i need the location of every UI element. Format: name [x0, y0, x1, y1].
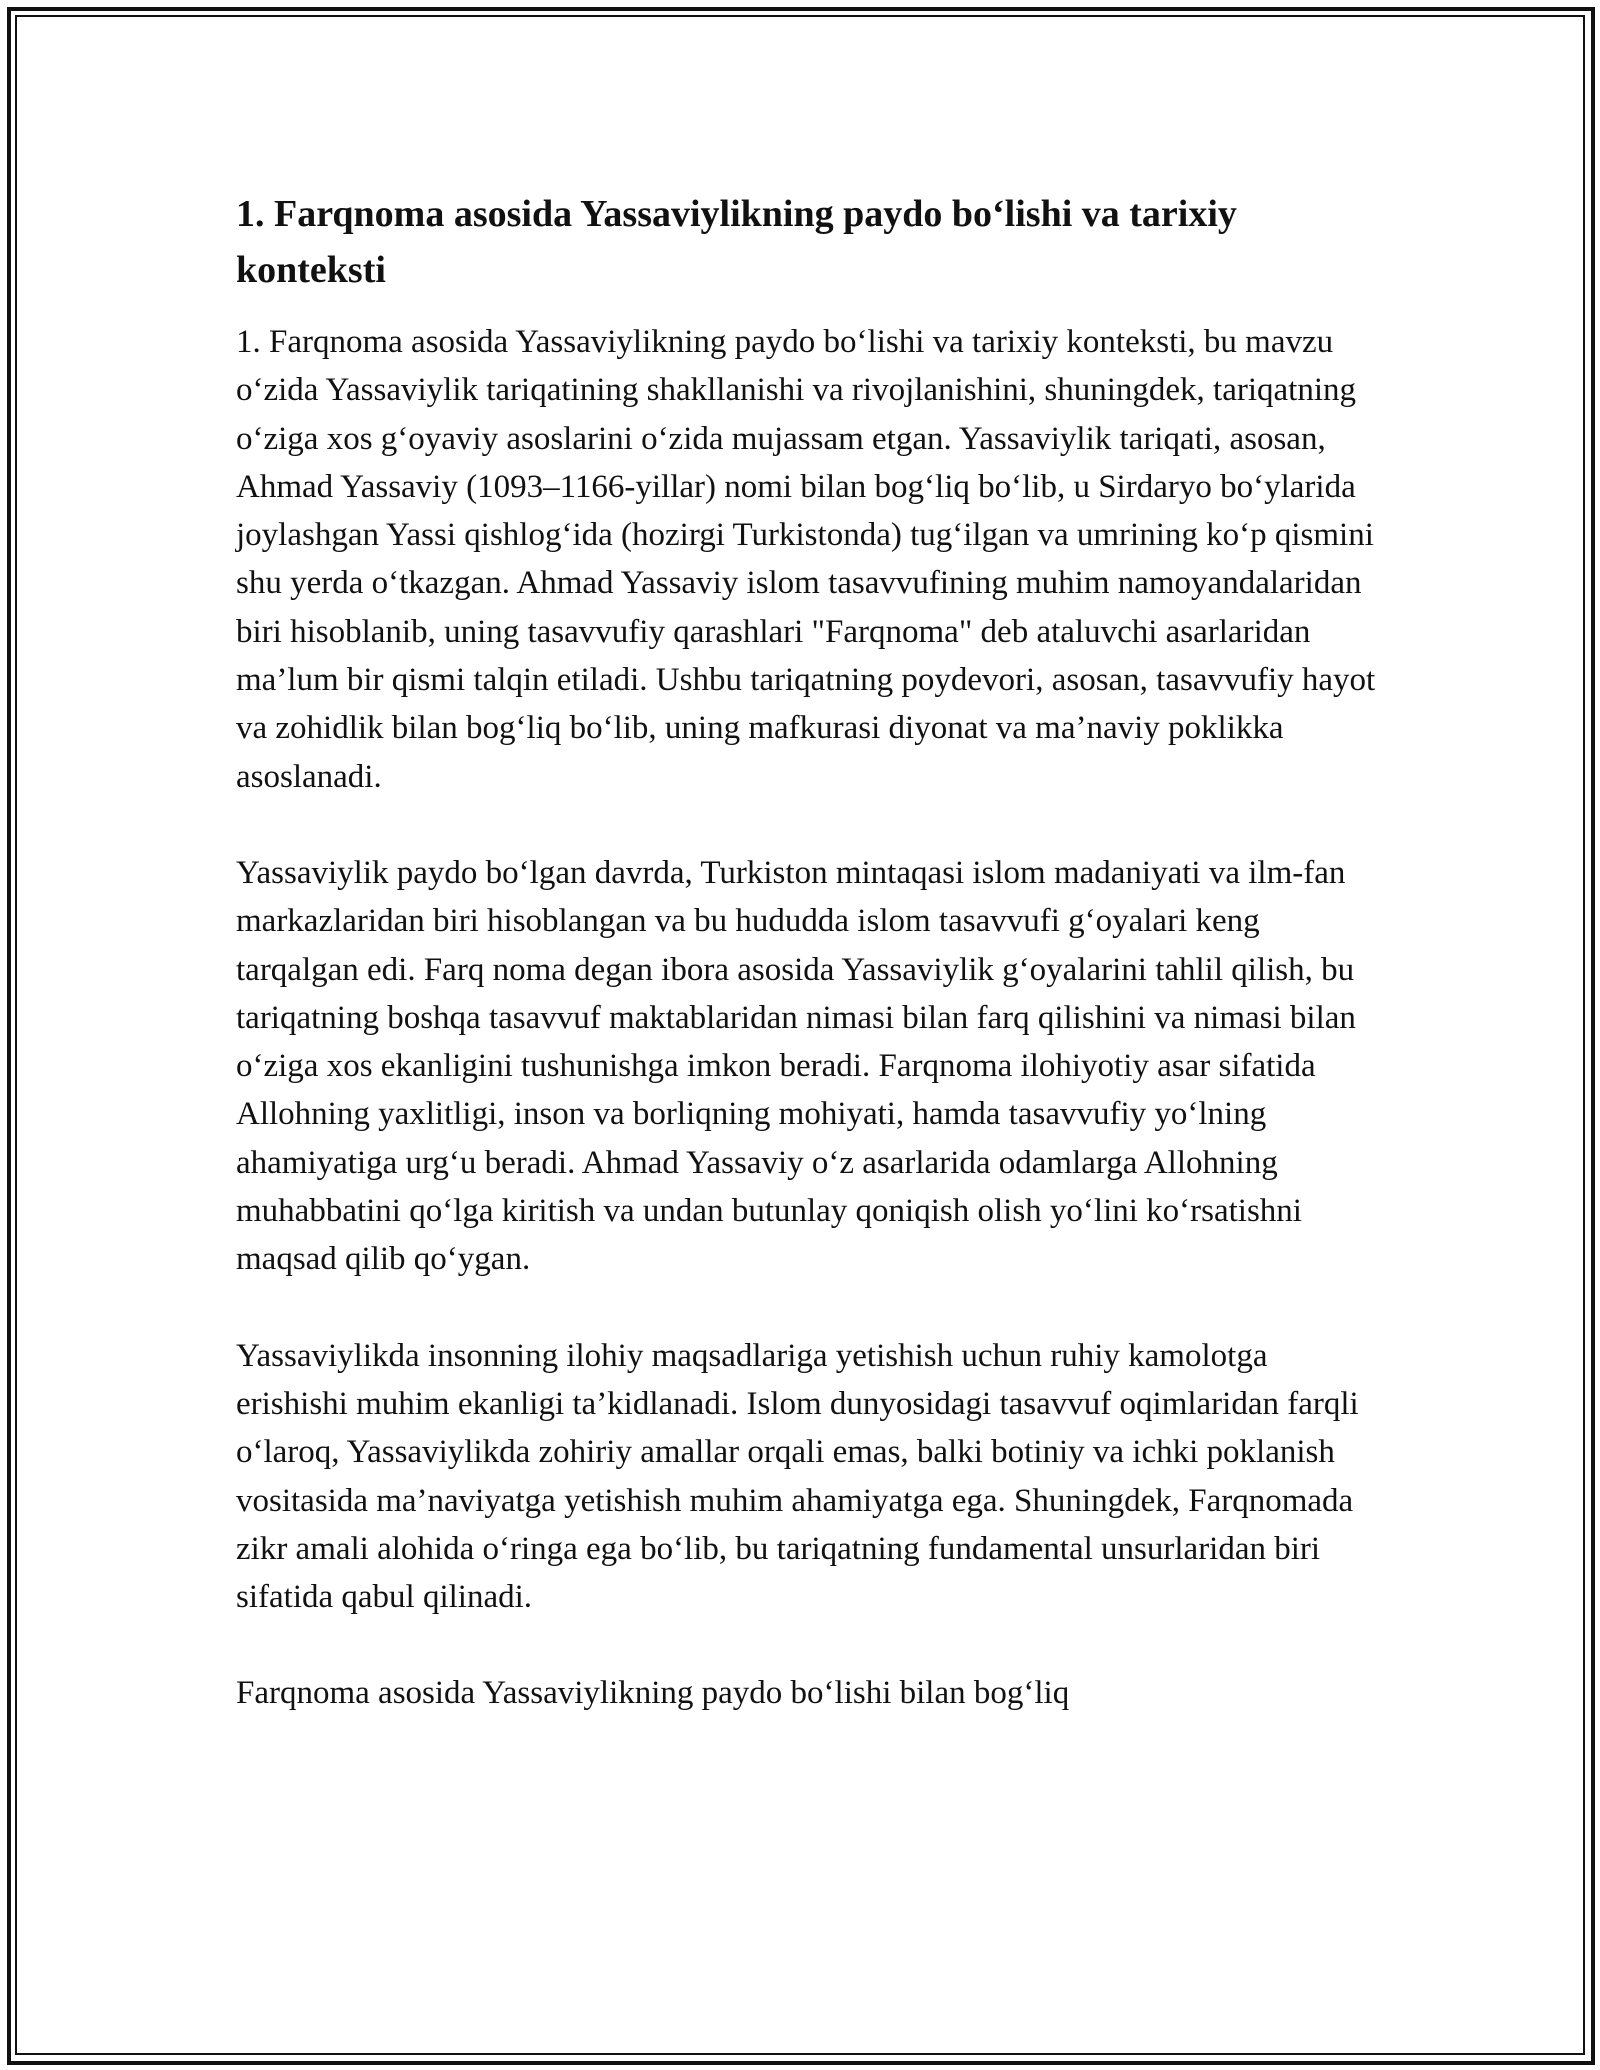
document-body — [236, 186, 1376, 1766]
paragraph-4: Farqnoma asosida Yassaviylikning paydo bo‘lishi bilan bog‘liq — [236, 1675, 1070, 1712]
paragraph-2: Yassaviylik paydo bo‘lgan davrda, Turkiston mintaqasi islom madaniyati va ilm-fan markazlaridan biri hisoblangan va bu hududda islom tasavvufi g‘oyalari keng tarqalgan edi. Farq noma degan ibora asosida Yassaviylik g‘oyalarini tahlil qilish, bu tariqatning boshqa tasavvuf maktablaridan nimasi bilan farq qilishini va nimasi bilan o‘ziga xos ekanligini tushunishga imkon beradi. Farqnoma ilohiyotiy asar sifatida Allohning yaxlitligi, inson va borliqning mohiyati, hamda tasavvufiy yo‘lning ahamiyatiga urg‘u beradi. Ahmad Yassaviy o‘z asarlarida odamlarga Allohning muhabbatini qo‘lga kiritish va undan butunlay qoniqish olish yo‘lini ko‘rsatishni maqsad qilib qo‘ygan. — [236, 854, 1356, 1278]
paragraph-1: 1. Farqnoma asosida Yassaviylikning paydo bo‘lishi va tarixiy konteksti, bu mavzu o‘zida Yassaviylik tariqatining shakllanishi va rivojlanishini, shuningdek, tariqatning o‘ziga xos g‘oyaviy asoslarini o‘zida mujassam etgan. Yassaviylik tariqati, asosan, Ahmad Yassaviy (1093–1166-yillar) nomi bilan bog‘liq bo‘lib, u Sirdaryo bo‘ylarida joylashgan Yassi qishlog‘ida (hozirgi Turkistonda) tug‘ilgan va umrining ko‘p qismini shu yerda o‘tkazgan. Ahmad Yassaviy islom tasavvufining muhim namoyandalaridan biri hisoblanib, uning tasavvufiy qarashlari "Farqnoma" deb ataluvchi asarlaridan ma’lum bir qismi talqin etiladi. Ushbu tariqatning poydevori, asosan, tasavvufiy hayot va zohidlik bilan bog‘liq bo‘lib, uning mafkurasi diyonat va ma’naviy poklikka asoslanadi. — [236, 324, 1376, 795]
section-heading: 1. Farqnoma asosida Yassaviylikning paydo bo‘lishi va tarixiy konteksti — [236, 193, 1237, 291]
paragraph-3: Yassaviylikda insonning ilohiy maqsadlariga yetishish uchun ruhiy kamolotga erishishi muhim ekanligi ta’kidlanadi. Islom dunyosidagi tasavvuf oqimlaridan farqli o‘laroq, Yassaviylikda zohiriy amallar orqali emas, balki botiniy va ichki poklanish vositasida ma’naviyatga yetishish muhim ahamiyatga ega. Shuningdek, Farqnomada zikr amali alohida o‘ringa ega bo‘lib, bu tariqatning fundamental unsurlaridan biri sifatida qabul qilinadi. — [236, 1337, 1359, 1616]
